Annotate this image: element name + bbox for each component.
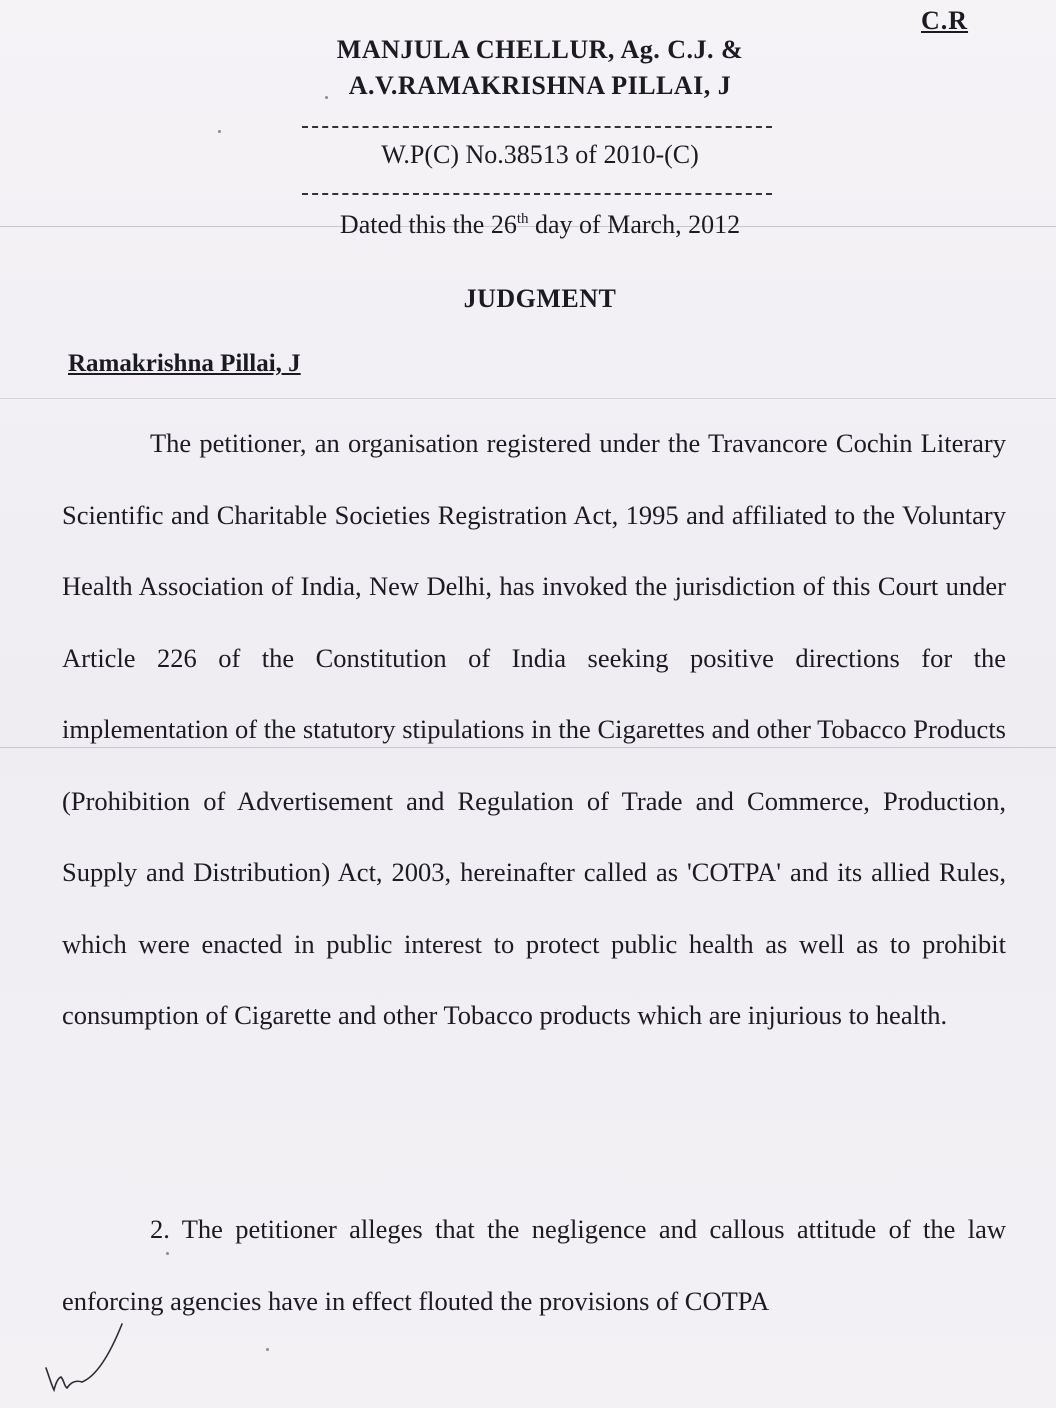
- dashed-divider: [302, 193, 772, 195]
- paragraph-1: [62, 408, 1006, 1052]
- bench-composition: [270, 32, 810, 104]
- bench-line-2: A.V.RAMAKRISHNA PILLAI, J: [348, 71, 732, 100]
- author-judge: Ramakrishna Pillai, J: [68, 350, 301, 377]
- judgment-date: [270, 210, 810, 240]
- paragraph-2: [62, 1194, 1006, 1337]
- dashed-divider: [302, 126, 772, 128]
- case-number: W.P(C) No.38513 of 2010-(C): [381, 140, 699, 169]
- paragraph-1-text: The petitioner, an organisation registered under the Travancore Cochin Literary Scientific and Charitable Societies Registration Act, 1995 and affiliated to the Voluntary Health Association of India, New Delhi, has invoked the jurisdiction of this Court under Article 226 of the Constitution of India seeking positive directions for the implementation of the statutory stipulations in the Cigarettes and other Tobacco Products (Prohibition of Advertisement and Regulation of Trade and Commerce, Production, Supply and Distribution) Act, 2003, hereinafter called as 'COTPA' and its allied Rules, which were enacted in public interest to protect public health as well as to prohibit consumption of Cigarette and other Tobacco products which are injurious to health.: [62, 428, 1006, 1030]
- cr-mark: C.R: [921, 6, 969, 35]
- judgment-heading: JUDGMENT: [463, 284, 617, 313]
- date-prefix: Dated this the 26: [339, 210, 517, 239]
- bench-line-1: MANJULA CHELLUR, Ag. C.J. &: [336, 35, 744, 64]
- scan-artifact-line: [0, 398, 1056, 399]
- paragraph-2-text: 2. The petitioner alleges that the negligence and callous attitude of the law enforcing agencies have in effect flouted the provisions of COTPA: [62, 1214, 1006, 1316]
- scan-speck: [266, 1348, 269, 1351]
- date-rest: day of March, 2012: [528, 210, 741, 239]
- initials-signature: [40, 1320, 130, 1400]
- date-ordinal-suffix: th: [516, 211, 529, 227]
- scan-speck: [218, 130, 221, 133]
